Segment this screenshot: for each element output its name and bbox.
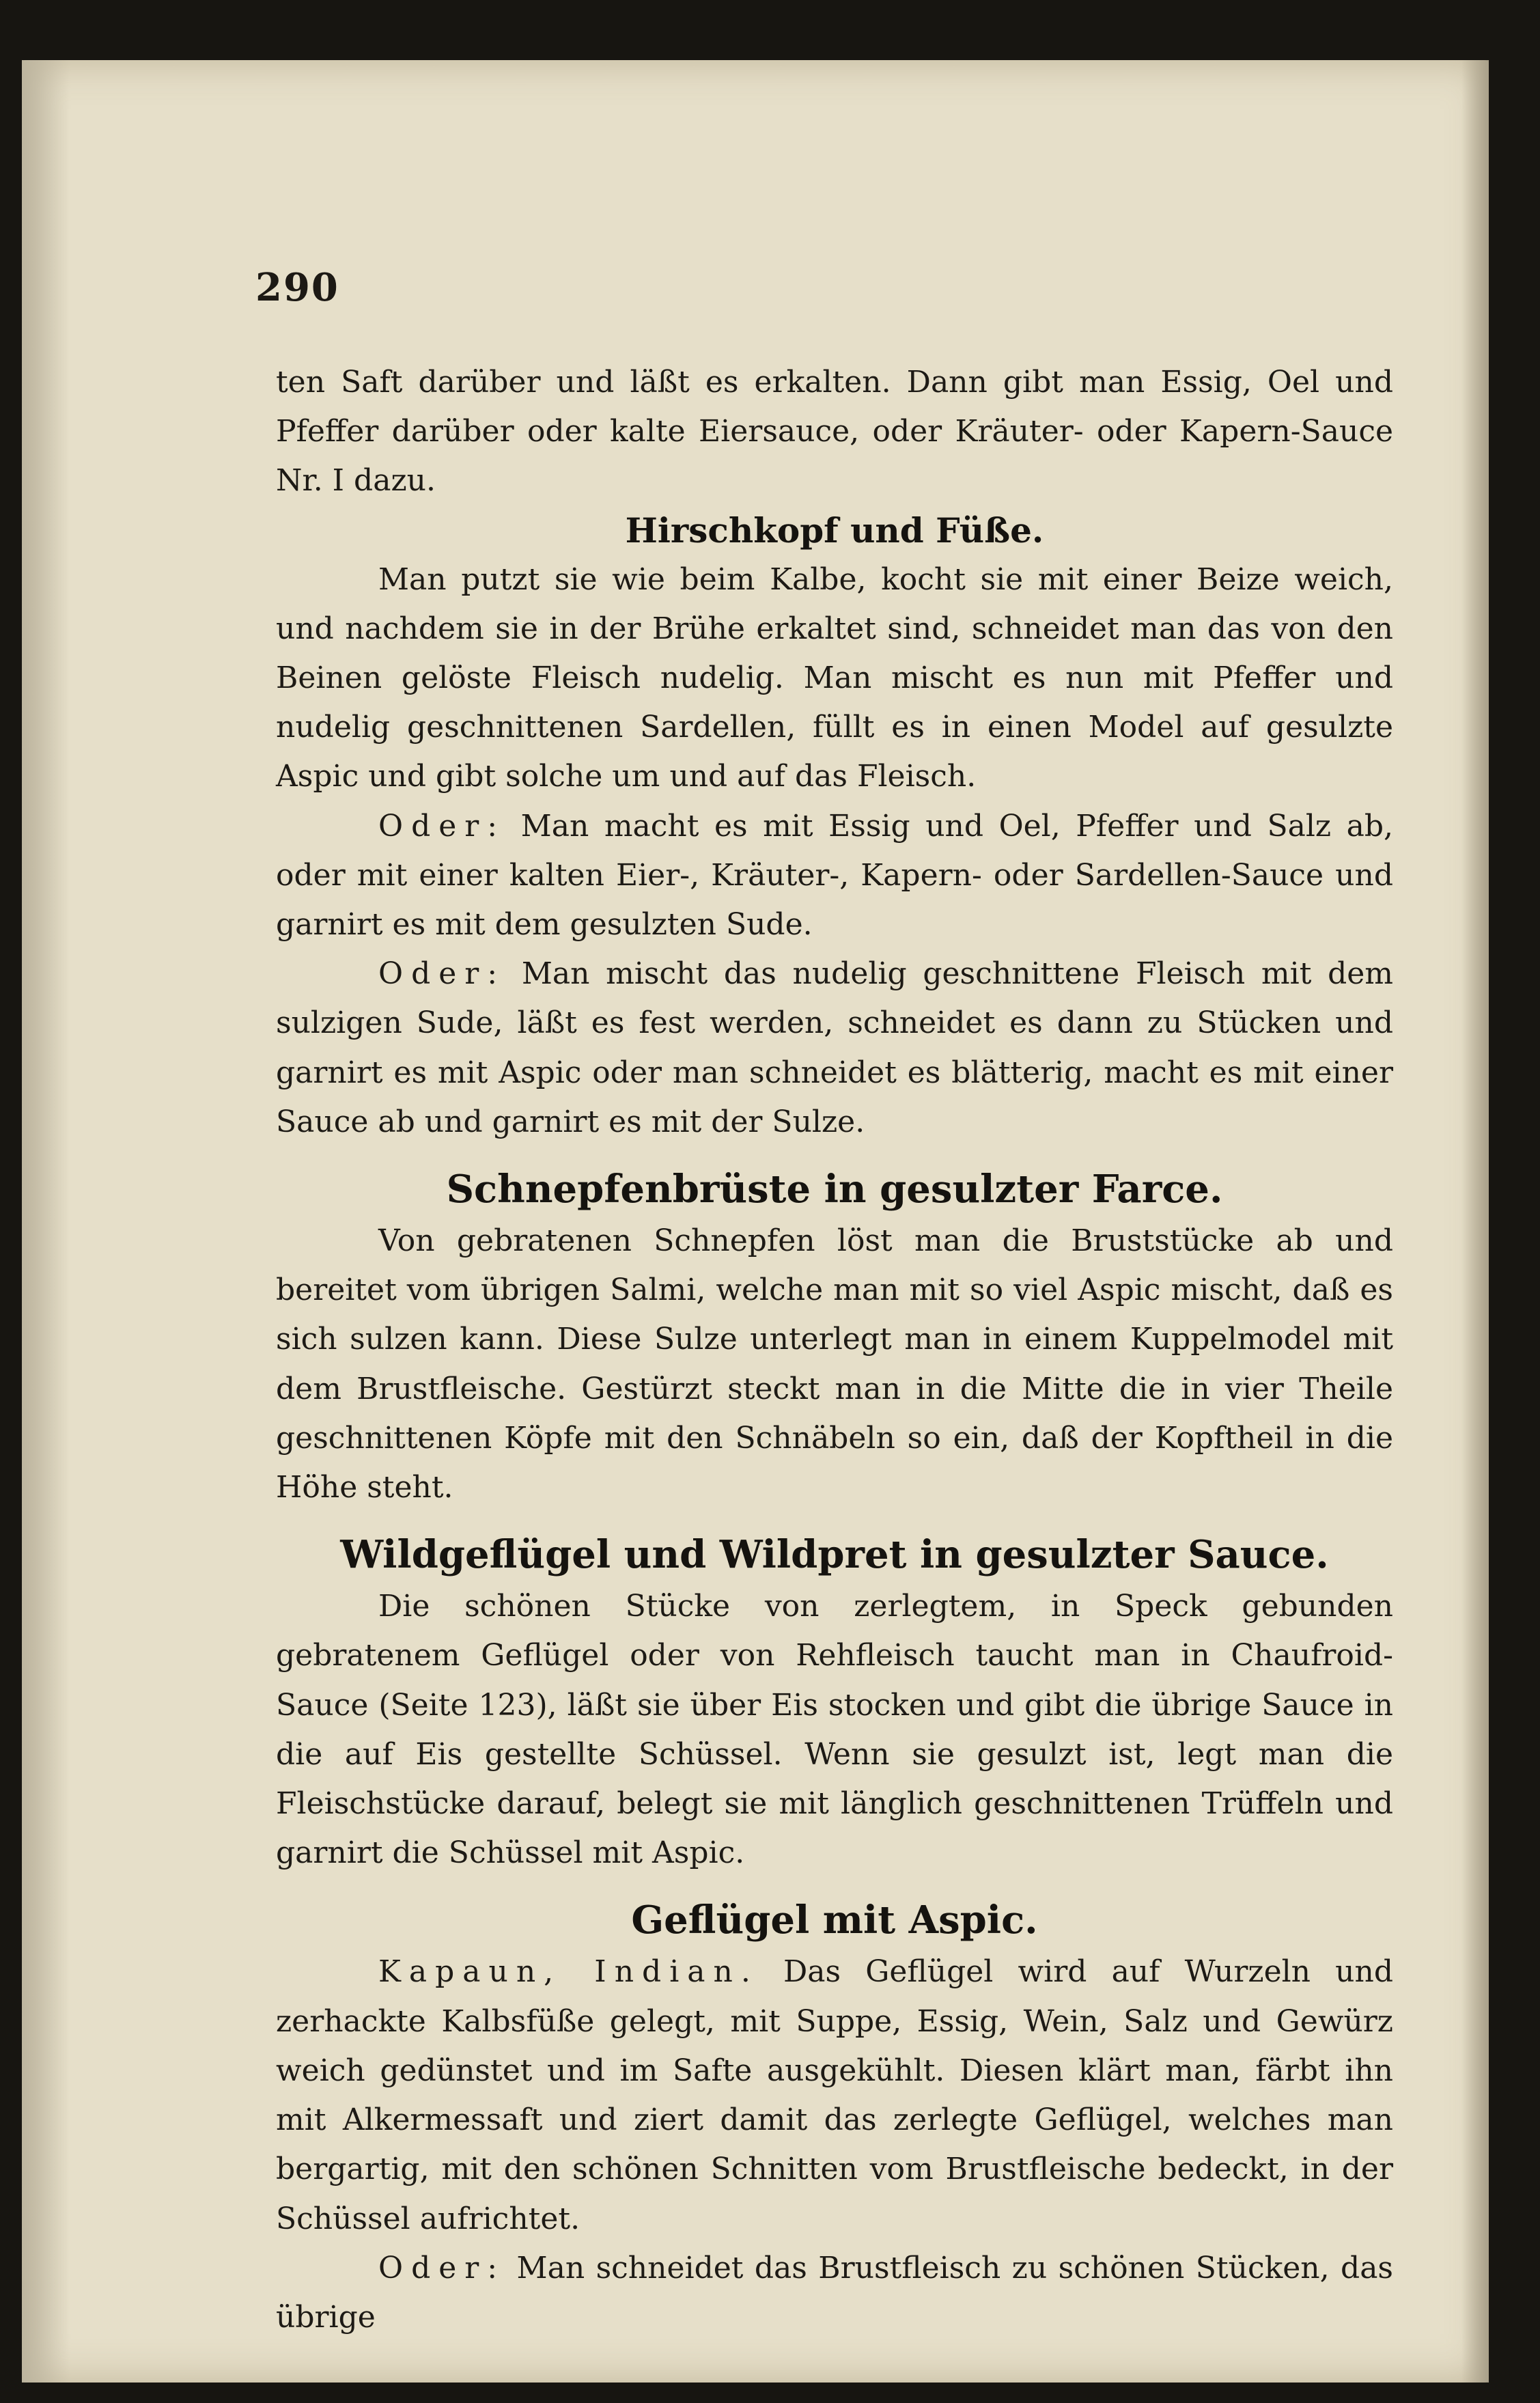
paragraph-lead: Kapaun, Indian. [378,1954,759,1990]
paragraph [276,1582,1393,1878]
paragraph-lead: Oder: [378,2250,506,2286]
paragraph-text: Von gebratenen Schnepfen löst man die Bruststücke ab und bereitet vom übrigen Salmi, welche man mit so viel Aspic mischt, daß es sich sulzen kann. Diese Sulze unterlegt man in einem Kuppelmodel mit dem Brustfleische. Gestürzt steckt man in die Mitte die in vier Theile geschnittenen Köpfe mit den Schnäbeln so ein, daß der Kopftheil in die Höhe steht. [276,1223,1393,1505]
paragraph-text: Man putzt sie wie beim Kalbe, kocht sie mit einer Beize weich, und nachdem sie in der Brühe erkaltet sind, schneidet man das von den Beinen gelöste Fleisch nudelig. Man mischt es nun mit Pfeffer und nudelig geschnittenen Sardellen, füllt es in einen Model auf gesulzte Aspic und gibt solche um und auf das Fleisch. [276,561,1393,794]
section-title-schnepfenbrueste: Schnepfenbrüste in gesulzter Farce. [446,1167,1223,1212]
book-page [22,60,1489,2383]
intro-paragraph: ten Saft darüber und läßt es erkalten. Dann gibt man Essig, Oel und Pfeffer darüber oder kalte Eiersauce, oder Kräuter- oder Kapern-Sauce Nr. I dazu. [276,365,1393,499]
paragraph [276,949,1393,1147]
paragraph [276,555,1393,802]
section-title-wildgefluegel: Wildgeflügel und Wildpret in gesulzter Sauce. [340,1532,1329,1578]
paragraph-text: Man schneidet das Brustfleisch zu schönen Stücken, das übrige [276,2250,1393,2335]
paragraph-text: Man macht es mit Essig und Oel, Pfeffer und Salz ab, oder mit einer kalten Eier-, Kräuter-, Kapern- oder Sardellen-Sauce und garnirt es mit dem gesulzten Sude. [276,808,1393,943]
section-title-gefluegel-aspic: Geflügel mit Aspic. [631,1898,1038,1943]
paragraph-text: Das Geflügel wird auf Wurzeln und zerhackte Kalbsfüße gelegt, mit Suppe, Essig, Wein, Salz und Gewürz weich gedünstet und im Safte ausgekühlt. Diesen klärt man, färbt ihn mit Alkermessaft und ziert damit das zerlegte Geflügel, welches man bergartig, mit den schönen Schnitten vom Brustfleische bedeckt, in der Schüssel aufrichtet. [276,1954,1393,2236]
paragraph-text: Man mischt das nudelig geschnittene Fleisch mit dem sulzigen Sude, läßt es fest werden, schneidet es dann zu Stücken und garnirt es mit Aspic oder man schneidet es blätterig, macht es mit einer Sauce ab und garnirt es mit der Sulze. [276,956,1393,1139]
paragraph-text: Die schönen Stücke von zerlegtem, in Speck gebunden gebratenem Geflügel oder von Rehfleisch taucht man in Chaufroid-Sauce (Seite 123), läßt sie über Eis stocken und gibt die übrige Sauce in die auf Eis gestellte Schüssel. Wenn sie gesulzt ist, legt man die Fleischstücke darauf, belegt sie mit länglich geschnittenen Trüffeln und garnirt die Schüssel mit Aspic. [276,1589,1393,1871]
section-title-hirschkopf: Hirschkopf und Füße. [625,510,1044,551]
paragraph-lead: Oder: [378,808,506,844]
page-edge [1461,60,1489,2383]
page-text [276,358,1393,2342]
paragraph [276,2244,1393,2342]
page-number: 290 [255,265,339,310]
paragraph [276,802,1393,950]
paragraph-lead: Oder: [378,956,506,992]
paragraph [276,1217,1393,1512]
paragraph [276,1947,1393,2243]
